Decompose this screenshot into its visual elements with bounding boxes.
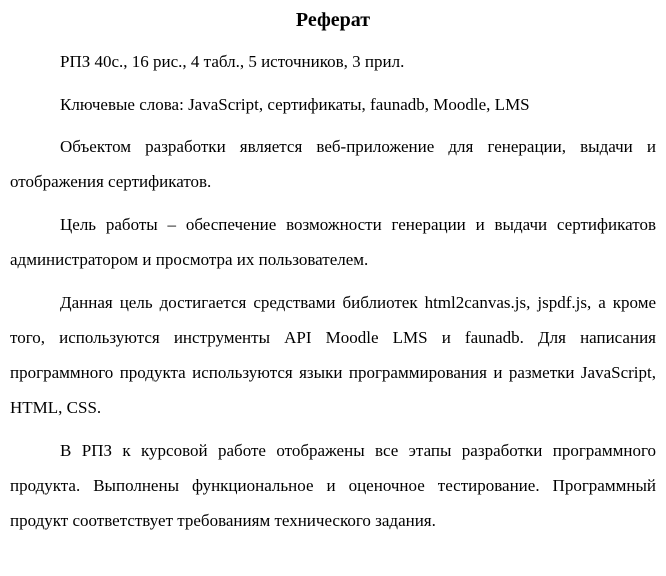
object-paragraph: Объектом разработки является веб-приложение для генерации, выдачи и отображения сертификатов. [10, 137, 656, 191]
goal-paragraph: Цель работы – обеспечение возможности генерации и выдачи сертификатов администратором и просмотра их пользователем. [10, 215, 656, 269]
report-stats-paragraph: РПЗ 40с., 16 рис., 4 табл., 5 источников, 3 прил. [60, 52, 405, 71]
conclusion-paragraph: В РПЗ к курсовой работе отображены все этапы разработки программного продукта. Выполнены функциональное и оценочное тестирование. Программный продукт соответствует требованиям технического задания. [10, 441, 656, 530]
means-paragraph: Данная цель достигается средствами библиотек html2canvas.js, jspdf.js, а кроме того, используются инструменты API Moodle LMS и faunadb. Для написания программного продукта используются языки программирования и разметки JavaScript, HTML, CSS. [10, 293, 656, 417]
keywords-paragraph: Ключевые слова: JavaScript, сертификаты, faunadb, Moodle, LMS [60, 95, 530, 114]
document-title: Реферат [295, 9, 371, 31]
